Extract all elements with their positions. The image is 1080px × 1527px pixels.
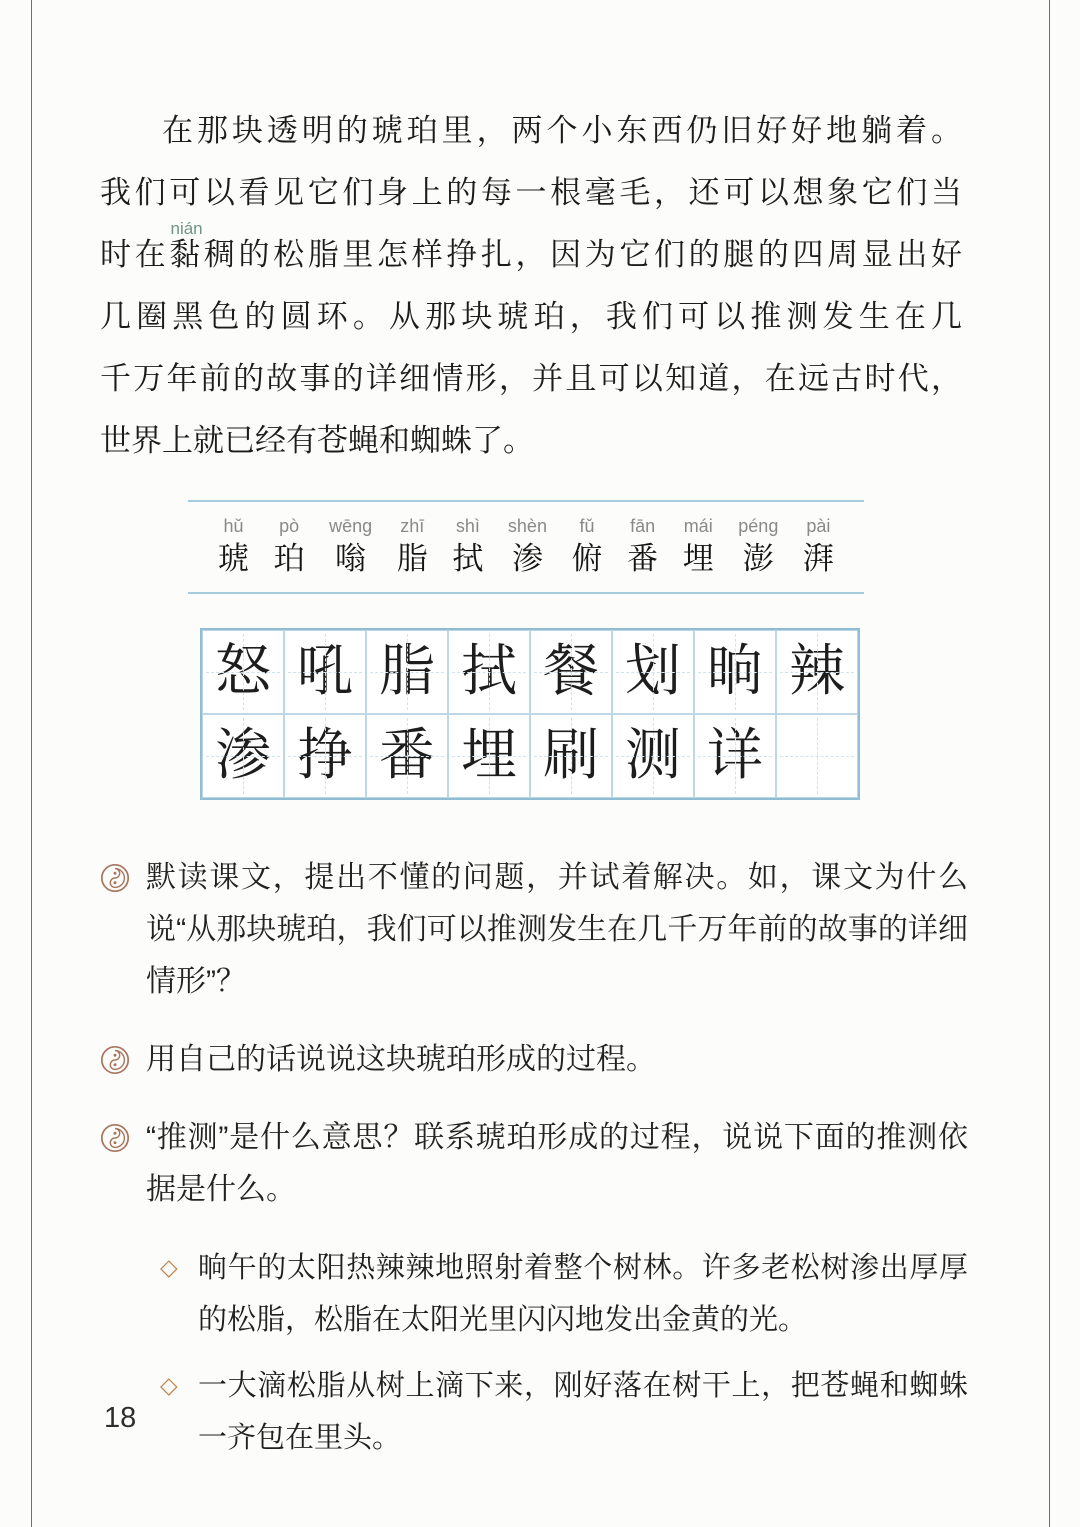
grid-cell: 划 bbox=[612, 630, 694, 714]
word-list-item bbox=[329, 514, 372, 580]
question-item bbox=[100, 852, 968, 1008]
question-text: 默读课文，提出不懂的问题，并试着解决。如，课文为什么说“从那块琥珀，我们可以推测发生在几千万年前的故事的详细情形”？ bbox=[146, 861, 968, 998]
diamond-icon: ◇ bbox=[160, 1255, 178, 1281]
grid-cell: 餐 bbox=[530, 630, 612, 714]
grid-cell: 怒 bbox=[202, 630, 284, 714]
ruby-annotation bbox=[169, 219, 204, 272]
inference-examples bbox=[160, 1242, 968, 1464]
word-list-item bbox=[452, 514, 483, 580]
lesson-line bbox=[100, 219, 962, 286]
word-pinyin: fǔ bbox=[579, 516, 595, 536]
word-char: 琥 bbox=[218, 541, 249, 576]
word-list-item bbox=[397, 514, 428, 580]
lesson-line: 我们可以看见它们身上的每一根毫毛，还可以想象它们当 bbox=[100, 175, 962, 210]
word-pinyin: hǔ bbox=[223, 516, 244, 536]
grid-cell: 详 bbox=[694, 714, 776, 798]
word-char: 拭 bbox=[452, 541, 484, 576]
word-list-item bbox=[803, 514, 834, 580]
grid-cell: 测 bbox=[612, 714, 694, 798]
word-pinyin: shèn bbox=[507, 516, 547, 536]
seal-icon bbox=[100, 1045, 130, 1075]
question-item bbox=[100, 1034, 968, 1086]
lesson-paragraph bbox=[100, 100, 962, 472]
example-text: 一大滴松脂从树上滴下来，刚好落在树干上，把苍蝇和蜘蛛一齐包在里头。 bbox=[198, 1370, 968, 1454]
word-list-item bbox=[218, 514, 249, 580]
page-border-right bbox=[1049, 0, 1050, 1527]
word-char: 澎 bbox=[742, 541, 774, 576]
lesson-line: 千万年前的故事的详细情形，并且可以知道，在远古时代， bbox=[100, 361, 962, 396]
grid-cell-empty bbox=[776, 714, 858, 798]
grid-cell: 辣 bbox=[776, 630, 858, 714]
question-item bbox=[100, 1112, 968, 1216]
word-list-item bbox=[683, 514, 714, 580]
example-item bbox=[160, 1360, 968, 1464]
example-item bbox=[160, 1242, 968, 1346]
seal-icon bbox=[100, 863, 130, 893]
word-char: 脂 bbox=[396, 541, 428, 576]
lesson-line-segment: 稠的松脂里怎样挣扎，因为它们的腿的四周显出好 bbox=[203, 237, 962, 272]
grid-cell: 刷 bbox=[530, 714, 612, 798]
word-pinyin: mái bbox=[683, 516, 713, 536]
writing-practice-grid bbox=[200, 628, 860, 800]
question-text: “推测”是什么意思？联系琥珀形成的过程，说说下面的推测依据是什么。 bbox=[146, 1121, 968, 1206]
word-char: 番 bbox=[627, 541, 659, 576]
lesson-line-segment: 时在 bbox=[100, 237, 170, 272]
word-list-item bbox=[572, 514, 603, 580]
word-pinyin: wēng bbox=[329, 516, 373, 536]
example-text: 晌午的太阳热辣辣地照射着整个树林。许多老松树渗出厚厚的松脂，松脂在太阳光里闪闪地发出金黄的光。 bbox=[198, 1252, 968, 1336]
grid-cell: 脂 bbox=[366, 630, 448, 714]
page-border-left bbox=[31, 0, 32, 1527]
word-char: 俯 bbox=[571, 541, 603, 576]
word-char: 渗 bbox=[511, 541, 543, 576]
word-pinyin: shì bbox=[455, 516, 480, 536]
word-char: 埋 bbox=[682, 541, 714, 576]
grid-cell: 拭 bbox=[448, 630, 530, 714]
word-list-item bbox=[274, 514, 305, 580]
question-text: 用自己的话说说这块琥珀形成的过程。 bbox=[146, 1043, 656, 1076]
page-number: 18 bbox=[104, 1402, 137, 1434]
pinyin-word-list bbox=[188, 500, 864, 594]
word-list-item bbox=[738, 514, 778, 580]
word-pinyin: zhī bbox=[400, 516, 425, 536]
word-pinyin: pò bbox=[279, 516, 300, 536]
grid-cell: 晌 bbox=[694, 630, 776, 714]
grid-cell: 番 bbox=[366, 714, 448, 798]
grid-cell: 渗 bbox=[202, 714, 284, 798]
diamond-icon: ◇ bbox=[160, 1373, 178, 1399]
grid-cell: 吼 bbox=[284, 630, 366, 714]
word-list-item bbox=[627, 514, 658, 580]
lesson-line: 几圈黑色的圆环。从那块琥珀，我们可以推测发生在几 bbox=[100, 299, 962, 334]
lesson-line: 在那块透明的琥珀里，两个小东西仍旧好好地躺着。 bbox=[162, 113, 962, 148]
lesson-line: 世界上就已经有苍蝇和蜘蛛了。 bbox=[100, 423, 534, 458]
word-char: 珀 bbox=[273, 541, 305, 576]
word-char: 嗡 bbox=[335, 541, 367, 576]
ruby-base-char: 黏 bbox=[169, 237, 204, 272]
grid-cell: 埋 bbox=[448, 714, 530, 798]
word-list-item bbox=[508, 514, 547, 580]
pinyin-label: nián bbox=[170, 219, 203, 238]
word-pinyin: péng bbox=[738, 516, 779, 536]
word-pinyin: pài bbox=[806, 516, 831, 536]
seal-icon bbox=[100, 1123, 130, 1153]
word-char: 湃 bbox=[802, 541, 834, 576]
questions-section bbox=[100, 852, 968, 1478]
grid-cell: 挣 bbox=[284, 714, 366, 798]
word-pinyin: fān bbox=[630, 516, 656, 536]
